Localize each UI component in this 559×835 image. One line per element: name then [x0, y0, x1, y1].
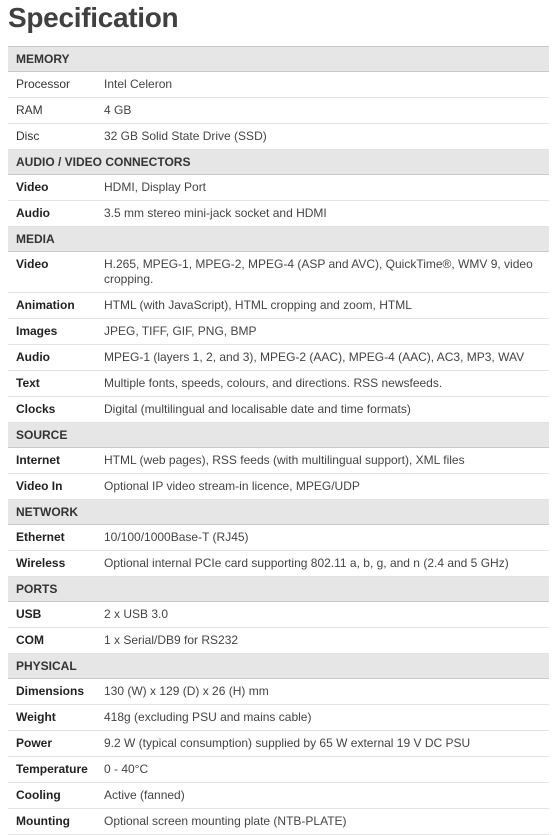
spec-row — [8, 397, 549, 423]
spec-value: 130 (W) x 129 (D) x 26 (H) mm — [104, 679, 549, 705]
spec-label: Temperature — [8, 757, 104, 783]
spec-row — [8, 371, 549, 397]
spec-value: Optional IP video stream-in licence, MPEG/UDP — [104, 474, 549, 500]
spec-row — [8, 175, 549, 201]
spec-row — [8, 783, 549, 809]
spec-row — [8, 252, 549, 293]
spec-label: USB — [8, 602, 104, 628]
spec-value: Digital (multilingual and localisable date and time formats) — [104, 397, 549, 423]
section-header: MEMORY — [8, 47, 549, 72]
spec-value: 1 x Serial/DB9 for RS232 — [104, 628, 549, 654]
spec-row — [8, 679, 549, 705]
spec-value: Optional internal PCIe card supporting 802.11 a, b, g, and n (2.4 and 5 GHz) — [104, 551, 549, 577]
spec-row — [8, 705, 549, 731]
spec-value: HTML (with JavaScript), HTML cropping and zoom, HTML — [104, 293, 549, 319]
spec-label: Mounting — [8, 809, 104, 835]
spec-row — [8, 72, 549, 98]
spec-value: MPEG-1 (layers 1, 2, and 3), MPEG-2 (AAC), MPEG-4 (AAC), AC3, MP3, WAV — [104, 345, 549, 371]
spec-row — [8, 345, 549, 371]
spec-row — [8, 551, 549, 577]
spec-label: Wireless — [8, 551, 104, 577]
spec-label: Clocks — [8, 397, 104, 423]
section-header-row — [8, 47, 549, 72]
spec-label: Power — [8, 731, 104, 757]
spec-value: 10/100/1000Base-T (RJ45) — [104, 525, 549, 551]
spec-value: 32 GB Solid State Drive (SSD) — [104, 124, 549, 150]
spec-value: HTML (web pages), RSS feeds (with multilingual support), XML files — [104, 448, 549, 474]
section-header: NETWORK — [8, 500, 549, 525]
spec-value: 418g (excluding PSU and mains cable) — [104, 705, 549, 731]
spec-table-body — [8, 47, 549, 835]
spec-value: HDMI, Display Port — [104, 175, 549, 201]
spec-label: Internet — [8, 448, 104, 474]
spec-value: 3.5 mm stereo mini-jack socket and HDMI — [104, 201, 549, 227]
spec-value: JPEG, TIFF, GIF, PNG, BMP — [104, 319, 549, 345]
spec-row — [8, 757, 549, 783]
spec-label: Cooling — [8, 783, 104, 809]
page-title: Specification — [8, 2, 179, 33]
spec-value: 0 - 40°C — [104, 757, 549, 783]
spec-label: Disc — [8, 124, 104, 150]
spec-table — [8, 46, 549, 835]
spec-row — [8, 448, 549, 474]
spec-label: Video In — [8, 474, 104, 500]
spec-label: Images — [8, 319, 104, 345]
section-header-row — [8, 227, 549, 252]
spec-value: Optional screen mounting plate (NTB-PLATE) — [104, 809, 549, 835]
spec-label: Audio — [8, 201, 104, 227]
spec-row — [8, 98, 549, 124]
spec-value: Multiple fonts, speeds, colours, and directions. RSS newsfeeds. — [104, 371, 549, 397]
spec-row — [8, 201, 549, 227]
section-header: AUDIO / VIDEO CONNECTORS — [8, 150, 549, 175]
spec-label: Audio — [8, 345, 104, 371]
spec-value: 4 GB — [104, 98, 549, 124]
spec-label: Text — [8, 371, 104, 397]
spec-label: Video — [8, 252, 104, 293]
spec-row — [8, 293, 549, 319]
section-header: SOURCE — [8, 423, 549, 448]
spec-value: Active (fanned) — [104, 783, 549, 809]
spec-row — [8, 525, 549, 551]
spec-label: COM — [8, 628, 104, 654]
section-header-row — [8, 500, 549, 525]
spec-label: Dimensions — [8, 679, 104, 705]
section-header: PORTS — [8, 577, 549, 602]
section-header: MEDIA — [8, 227, 549, 252]
spec-value: 9.2 W (typical consumption) supplied by 65 W external 19 V DC PSU — [104, 731, 549, 757]
spec-label: Ethernet — [8, 525, 104, 551]
spec-row — [8, 474, 549, 500]
spec-row — [8, 628, 549, 654]
section-header-row — [8, 654, 549, 679]
spec-value: 2 x USB 3.0 — [104, 602, 549, 628]
spec-value: H.265, MPEG-1, MPEG-2, MPEG-4 (ASP and AVC), QuickTime®, WMV 9, video cropping. — [104, 252, 549, 293]
spec-row — [8, 319, 549, 345]
spec-label: Processor — [8, 72, 104, 98]
spec-row — [8, 124, 549, 150]
section-header-row — [8, 423, 549, 448]
spec-row — [8, 602, 549, 628]
spec-label: Weight — [8, 705, 104, 731]
spec-value: Intel Celeron — [104, 72, 549, 98]
section-header-row — [8, 577, 549, 602]
section-header-row — [8, 150, 549, 175]
spec-label: Animation — [8, 293, 104, 319]
spec-label: RAM — [8, 98, 104, 124]
section-header: PHYSICAL — [8, 654, 549, 679]
spec-row — [8, 809, 549, 835]
spec-label: Video — [8, 175, 104, 201]
spec-row — [8, 731, 549, 757]
